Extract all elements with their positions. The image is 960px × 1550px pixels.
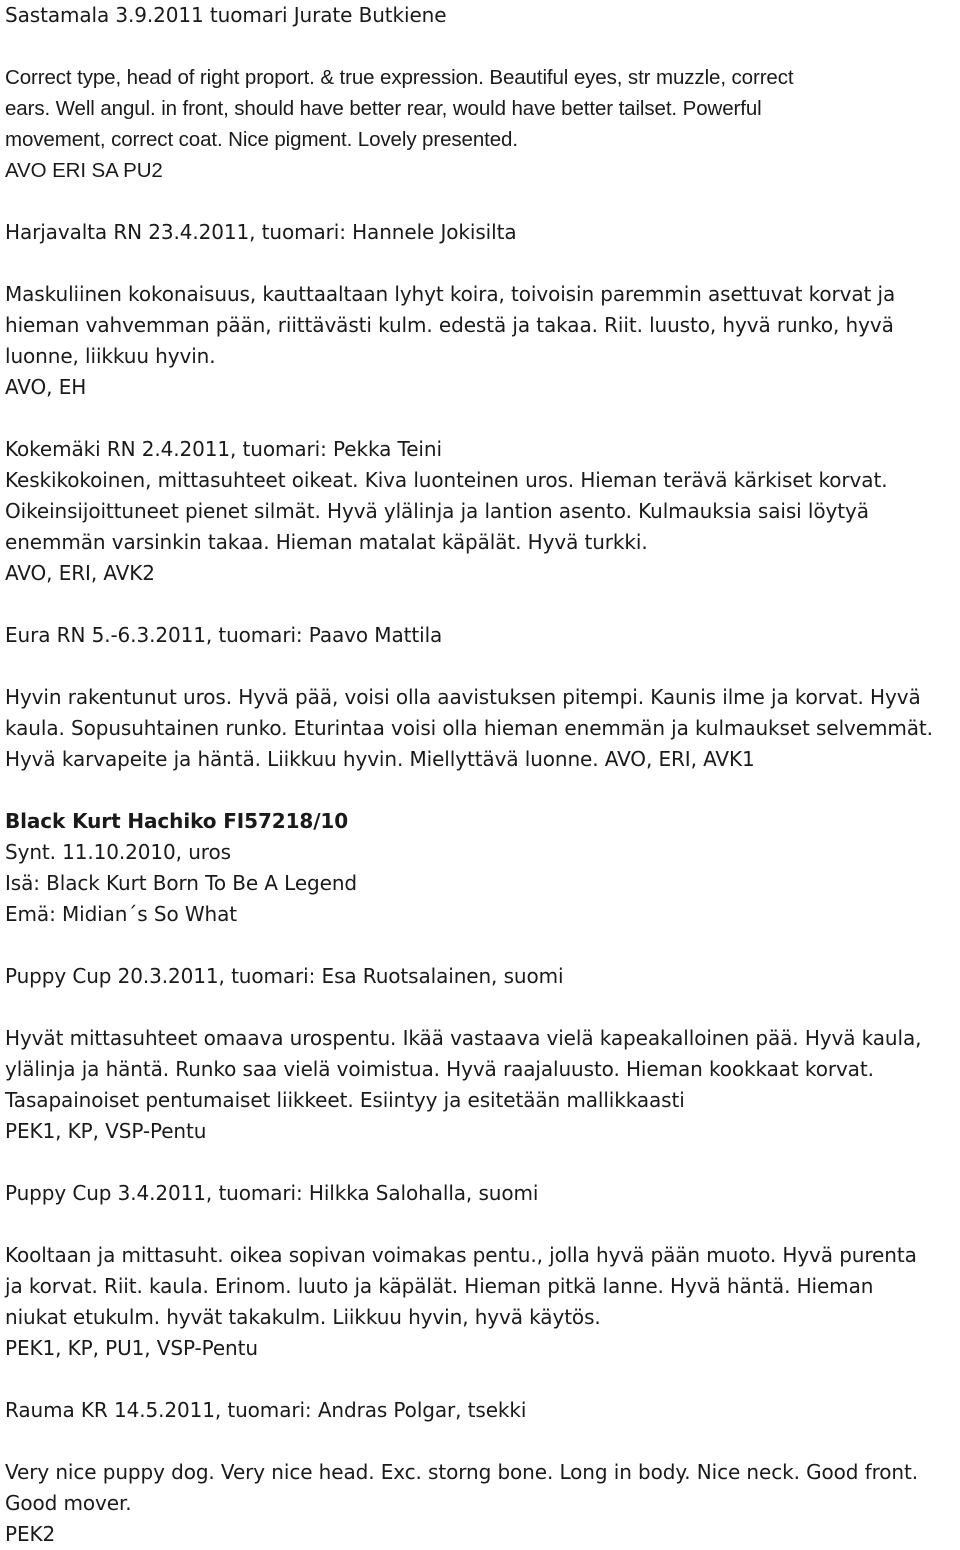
result-line: PEK2	[5, 1522, 56, 1546]
critique-line: Kooltaan ja mittasuht. oikea sopivan voimakas pentu., jolla hyvä pään muoto. Hyvä purenta	[5, 1243, 917, 1267]
dog-sire-line: Isä: Black Kurt Born To Be A Legend	[5, 871, 358, 895]
critique-line: Hyvä karvapeite ja häntä. Liikkuu hyvin. Miellyttävä luonne. AVO, ERI, AVK1	[5, 747, 755, 771]
dog-dam-line: Emä: Midian´s So What	[5, 902, 237, 926]
critique-line: Tasapainoiset pentumaiset liikkeet. Esiintyy ja esitetään mallikkaasti	[5, 1088, 685, 1112]
result-line: AVO ERI SA PU2	[5, 159, 163, 182]
result-line: AVO, ERI, AVK2	[5, 561, 155, 585]
critique-line: ylälinja ja häntä. Runko saa vielä voimistua. Hyvä raajaluusto. Hieman kookkaat korvat.	[5, 1057, 874, 1081]
critique-line: hieman vahvemman pään, riittävästi kulm. edestä ja takaa. Riit. luusto, hyvä runko, hyvä	[5, 313, 894, 337]
critique-line: Oikeinsijoittuneet pienet silmät. Hyvä ylälinja ja lantion asento. Kulmauksia saisi löytyä	[5, 499, 869, 523]
critique-line: movement, correct coat. Nice pigment. Lovely presented.	[5, 128, 518, 151]
critique-line: niukat etukulm. hyvät takakulm. Liikkuu hyvin, hyvä käytös.	[5, 1305, 601, 1329]
document-page	[5, 0, 955, 1550]
show-heading-rauma: Rauma KR 14.5.2011, tuomari: Andras Polgar, tsekki	[5, 1398, 527, 1422]
critique-line: Hyvät mittasuhteet omaava urospentu. Ikää vastaava vielä kapeakalloinen pää. Hyvä kaula,	[5, 1026, 922, 1050]
show-heading-puppy-cup-2: Puppy Cup 3.4.2011, tuomari: Hilkka Salohalla, suomi	[5, 1181, 539, 1205]
critique-line: enemmän varsinkin takaa. Hieman matalat käpälät. Hyvä turkki.	[5, 530, 648, 554]
dog-birth-line: Synt. 11.10.2010, uros	[5, 840, 231, 864]
result-line: PEK1, KP, PU1, VSP-Pentu	[5, 1336, 258, 1360]
critique-line: Very nice puppy dog. Very nice head. Exc. storng bone. Long in body. Nice neck. Good front.	[5, 1460, 918, 1484]
critique-line: Maskuliinen kokonaisuus, kauttaaltaan lyhyt koira, toivoisin paremmin asettuvat korvat ja	[5, 282, 896, 306]
show-heading-harjavalta: Harjavalta RN 23.4.2011, tuomari: Hannele Jokisilta	[5, 220, 517, 244]
result-line: PEK1, KP, VSP-Pentu	[5, 1119, 207, 1143]
show-heading-puppy-cup-1: Puppy Cup 20.3.2011, tuomari: Esa Ruotsalainen, suomi	[5, 964, 564, 988]
critique-line: ja korvat. Riit. kaula. Erinom. luuto ja käpälät. Hieman pitkä lanne. Hyvä häntä. Hieman	[5, 1274, 874, 1298]
show-heading-eura: Eura RN 5.-6.3.2011, tuomari: Paavo Mattila	[5, 623, 443, 647]
result-line: AVO, EH	[5, 375, 87, 399]
show-heading-sastamala: Sastamala 3.9.2011 tuomari Jurate Butkiene	[5, 3, 447, 27]
critique-line: Hyvin rakentunut uros. Hyvä pää, voisi olla aavistuksen pitempi. Kaunis ilme ja korvat. Hyvä	[5, 685, 921, 709]
dog-name-heading: Black Kurt Hachiko FI57218/10	[5, 809, 349, 833]
critique-line: Correct type, head of right proport. & true expression. Beautiful eyes, str muzzle, correct	[5, 66, 794, 89]
critique-line: kaula. Sopusuhtainen runko. Eturintaa voisi olla hieman enemmän ja kulmaukset selvemmät.	[5, 716, 933, 740]
critique-line: Good mover.	[5, 1491, 132, 1515]
show-heading-kokemaki: Kokemäki RN 2.4.2011, tuomari: Pekka Teini	[5, 437, 442, 461]
critique-line: Keskikokoinen, mittasuhteet oikeat. Kiva luonteinen uros. Hieman terävä kärkiset korvat.	[5, 468, 888, 492]
critique-line: ears. Well angul. in front, should have better rear, would have better tailset. Powerful	[5, 97, 762, 120]
critique-line: luonne, liikkuu hyvin.	[5, 344, 216, 368]
